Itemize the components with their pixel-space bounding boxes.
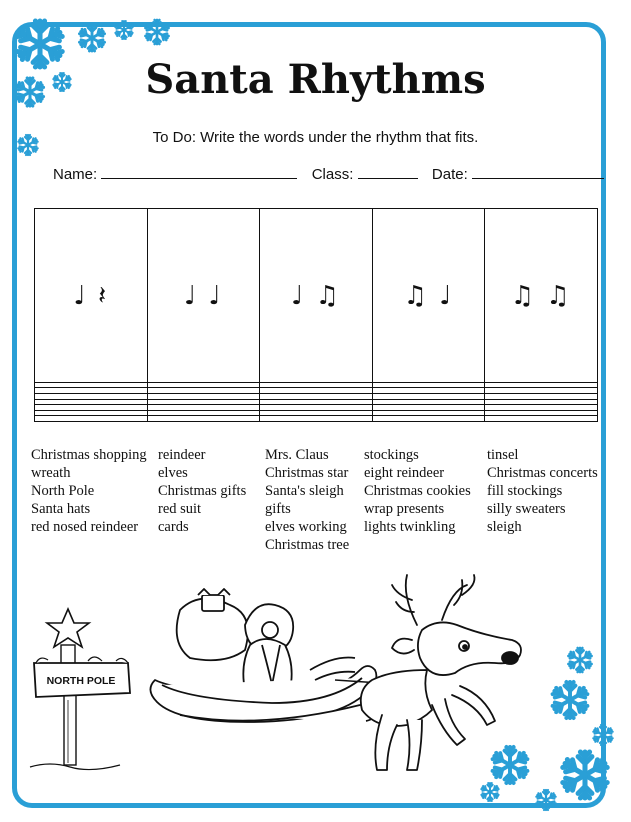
reindeer-illustration <box>362 570 557 785</box>
word-item: Christmas concerts <box>487 465 598 481</box>
rhythm-table <box>34 208 598 422</box>
word-bank-column-4 <box>364 446 471 536</box>
snowflake-icon <box>593 725 613 745</box>
answer-cell[interactable] <box>485 416 598 422</box>
student-info-line <box>53 164 604 183</box>
word-item: Christmas star <box>265 465 349 481</box>
two-quarter-notes-icon: ♩ ♩ <box>183 280 223 311</box>
snowflake-icon <box>552 682 589 718</box>
star-icon <box>47 609 89 647</box>
word-bank-column-2 <box>158 446 246 536</box>
rhythm-header-row <box>35 209 598 383</box>
name-label: Name: <box>53 166 98 183</box>
word-item: Christmas tree <box>265 537 350 553</box>
word-item: North Pole <box>31 483 95 499</box>
name-field[interactable] <box>101 164 297 179</box>
date-label: Date: <box>431 166 468 183</box>
word-item: fill stockings <box>487 483 563 499</box>
class-field[interactable] <box>358 164 418 179</box>
word-item: elves <box>158 465 188 481</box>
snowflake-icon <box>145 20 169 44</box>
north-pole-sign-illustration <box>28 605 138 775</box>
word-item: lights twinkling <box>364 519 456 535</box>
answer-cell[interactable] <box>372 416 485 422</box>
two-eighth-pairs-icon: ♫ ♫ <box>510 280 572 311</box>
word-item: red nosed reindeer <box>31 519 139 535</box>
rhythm-header-cell <box>372 209 485 383</box>
word-item: wreath <box>31 465 71 481</box>
word-item: Christmas cookies <box>364 483 471 499</box>
word-item: elves working <box>265 519 347 535</box>
rhythm-header-cell <box>35 209 148 383</box>
snowflake-icon <box>115 21 133 39</box>
quarter-note-eighth-pair-icon: ♩ ♫ <box>291 280 341 311</box>
date-field[interactable] <box>472 164 604 179</box>
word-item: eight reindeer <box>364 465 445 481</box>
answer-row <box>35 416 598 422</box>
sign-text: NORTH POLE <box>46 675 116 687</box>
word-item: Santa's sleigh <box>265 483 344 499</box>
page-title: Santa Rhythms <box>145 56 486 103</box>
word-item: tinsel <box>487 447 519 463</box>
santa-sleigh-illustration <box>150 585 380 745</box>
snowflake-icon <box>79 25 105 51</box>
answer-cell[interactable] <box>260 416 373 422</box>
word-bank-column-5 <box>487 446 598 536</box>
eighth-pair-quarter-note-icon: ♫ ♩ <box>403 280 454 311</box>
quarter-note-quarter-rest-icon: ♩ 𝄽 <box>73 280 109 311</box>
snowflake-icon <box>562 752 609 798</box>
snowflake-icon <box>568 648 592 672</box>
instructions: To Do: Write the words under the rhythm that fits. <box>152 129 479 146</box>
word-bank-column-3 <box>265 446 349 554</box>
word-item: reindeer <box>158 447 206 463</box>
rhythm-header-cell <box>485 209 598 383</box>
word-item: gifts <box>265 501 291 517</box>
word-bank-column-1 <box>31 446 147 536</box>
word-item: Santa hats <box>31 501 91 517</box>
word-item: Christmas gifts <box>158 483 247 499</box>
class-label: Class: <box>311 166 354 183</box>
rhythm-header-cell <box>147 209 260 383</box>
answer-cell[interactable] <box>35 416 148 422</box>
word-item: sleigh <box>487 519 522 535</box>
word-item: stockings <box>364 447 419 463</box>
word-item: wrap presents <box>364 501 445 517</box>
word-item: red suit <box>158 501 202 517</box>
word-item: Mrs. Claus <box>265 447 329 463</box>
snowflake-icon <box>481 783 499 801</box>
rhythm-header-cell <box>260 209 373 383</box>
word-item: silly sweaters <box>487 501 566 517</box>
answer-cell[interactable] <box>147 416 260 422</box>
word-item: cards <box>158 519 189 535</box>
snowflake-icon <box>536 790 556 810</box>
word-item: Christmas shopping <box>31 447 147 463</box>
